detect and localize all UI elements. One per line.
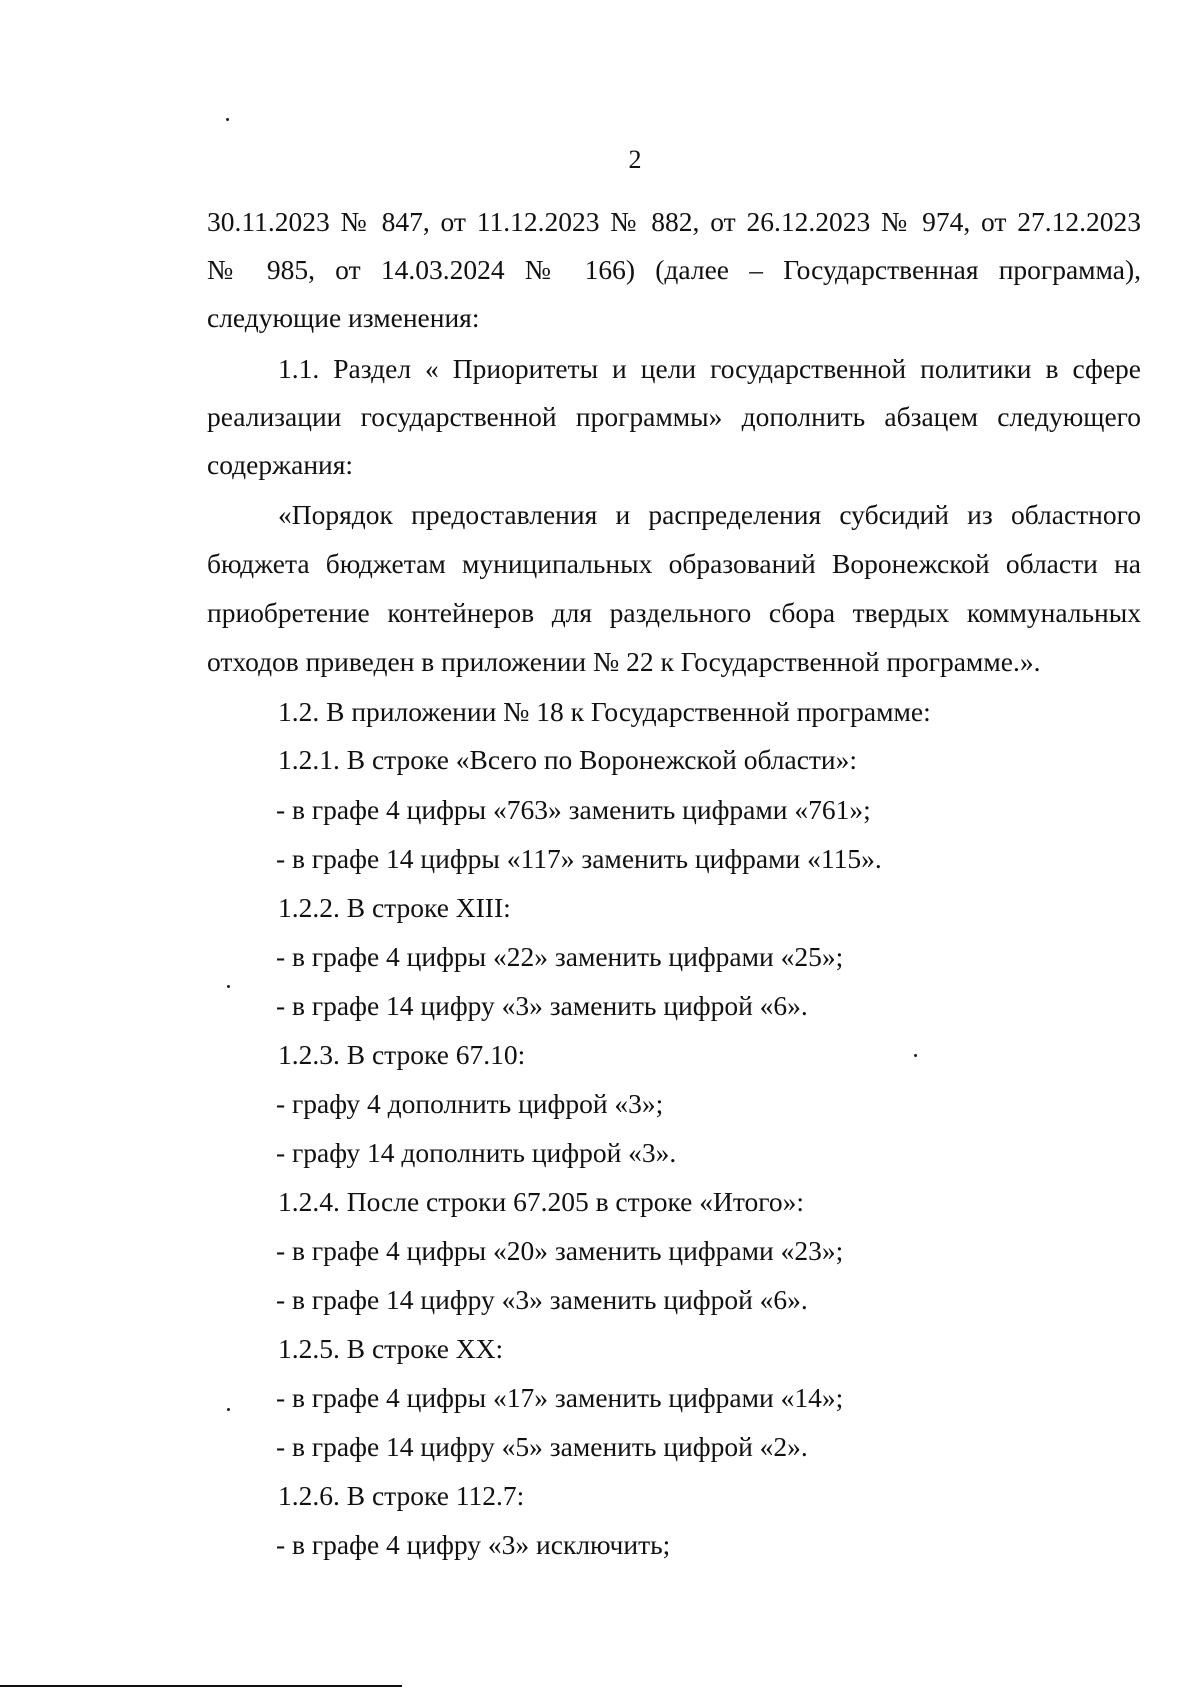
list-item: - в графе 4 цифры «763» заменить цифрами «761»; bbox=[276, 794, 871, 825]
list-item: 1.2.6. В строке 112.7: bbox=[278, 1480, 525, 1511]
scan-speck bbox=[914, 1054, 917, 1057]
quote-line-4: отходов приведен в приложении № 22 к Государственной программе.». bbox=[207, 646, 1041, 677]
list-item: - в графе 4 цифры «17» заменить цифрами «14»; bbox=[276, 1382, 844, 1413]
list-item: - в графе 4 цифру «3» исключить; bbox=[276, 1529, 671, 1560]
item-1-1-line-1: 1.1. Раздел « Приоритеты и цели государственной политики в сфере bbox=[278, 353, 1141, 384]
item-1-1-line-3: содержания: bbox=[207, 449, 354, 480]
intro-line-1: 30.11.2023 № 847, от 11.12.2023 № 882, от 26.12.2023 № 974, от 27.12.2023 bbox=[207, 206, 1141, 237]
list-item: 1.2.1. В строке «Всего по Воронежской области»: bbox=[278, 744, 858, 775]
list-item: - в графе 14 цифру «5» заменить цифрой «2». bbox=[276, 1431, 808, 1462]
list-item: - в графе 14 цифры «117» заменить цифрами «115». bbox=[276, 843, 882, 874]
intro-line-2: № 985, от 14.03.2024 № 166) (далее – Государственная программа), bbox=[207, 254, 1141, 285]
list-item: 1.2. В приложении № 18 к Государственной программе: bbox=[278, 696, 931, 727]
quote-line-2: бюджета бюджетам муниципальных образований Воронежской области на bbox=[207, 548, 1141, 579]
scan-speck bbox=[227, 985, 230, 988]
list-item: - в графе 4 цифры «22» заменить цифрами «25»; bbox=[276, 941, 844, 972]
list-item: - в графе 14 цифру «3» заменить цифрой «6». bbox=[276, 1284, 808, 1315]
item-1-1-line-2: реализации государственной программы» дополнить абзацем следующего bbox=[207, 401, 1141, 432]
list-item: - в графе 4 цифры «20» заменить цифрами «23»; bbox=[276, 1235, 844, 1266]
scan-speck bbox=[226, 118, 229, 121]
list-item: 1.2.4. После строки 67.205 в строке «Итого»: bbox=[278, 1186, 804, 1217]
scan-speck bbox=[227, 1408, 230, 1411]
quote-line-3: приобретение контейнеров для раздельного сбора твердых коммунальных bbox=[207, 597, 1141, 628]
page-number: 2 bbox=[628, 145, 642, 174]
list-item: 1.2.2. В строке XIII: bbox=[278, 892, 511, 923]
list-item: - графу 14 дополнить цифрой «3». bbox=[276, 1137, 677, 1168]
list-item: - графу 4 дополнить цифрой «3»; bbox=[276, 1088, 664, 1119]
list-item: 1.2.3. В строке 67.10: bbox=[278, 1039, 526, 1070]
intro-line-3: следующие изменения: bbox=[207, 302, 480, 333]
list-item: 1.2.5. В строке XX: bbox=[278, 1333, 504, 1364]
list-item: - в графе 14 цифру «3» заменить цифрой «6». bbox=[276, 990, 808, 1021]
bottom-rule bbox=[0, 1685, 402, 1687]
quote-line-1: «Порядок предоставления и распределения субсидий из областного bbox=[278, 499, 1141, 530]
